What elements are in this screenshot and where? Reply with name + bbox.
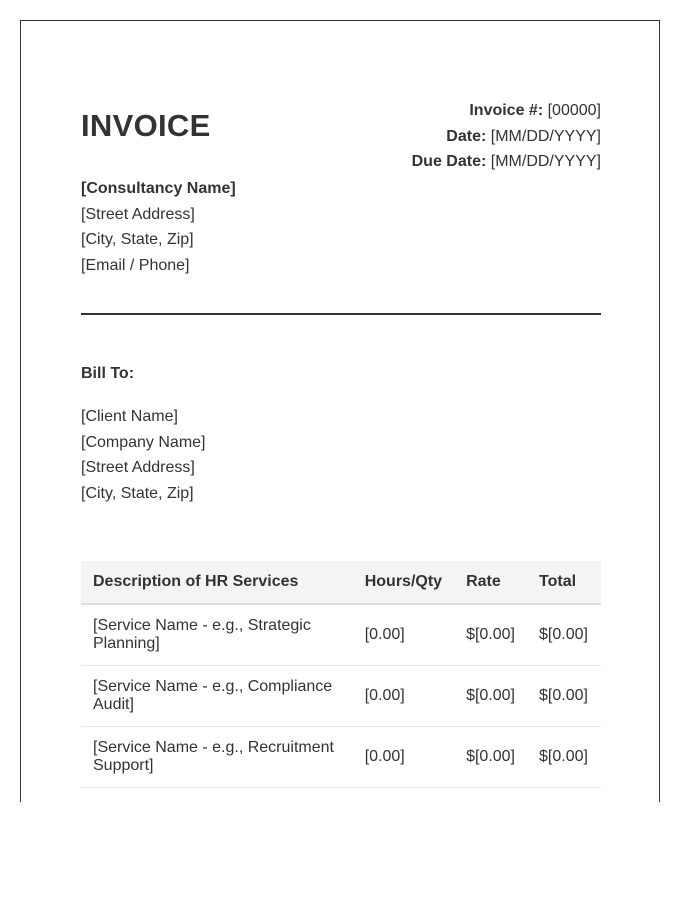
due-date-label: Due Date: (411, 153, 487, 171)
bill-to-label: Bill To: (81, 365, 135, 382)
invoice-number-row (412, 98, 601, 124)
invoice-title: INVOICE (81, 108, 211, 143)
client-city: [City, State, Zip] (81, 484, 194, 502)
service-rate: $[0.00] (454, 666, 527, 727)
invoice-meta (412, 98, 601, 175)
service-hours: [0.00] (353, 666, 454, 727)
table-row (81, 604, 601, 666)
due-date-row (412, 149, 601, 175)
invoice-date-value: [MM/DD/YYYY] (490, 127, 601, 145)
header-rate: Rate (454, 561, 527, 604)
table-row (81, 727, 601, 788)
sender-city: [City, State, Zip] (81, 231, 194, 249)
sender-street: [Street Address] (81, 205, 195, 223)
service-total: $[0.00] (527, 604, 601, 666)
service-total: $[0.00] (527, 666, 601, 727)
sender-block (81, 176, 236, 278)
header-description: Description of HR Services (81, 561, 353, 604)
service-rate: $[0.00] (454, 727, 527, 788)
service-description: [Service Name - e.g., Compliance Audit] (81, 666, 353, 727)
bill-to-block (81, 404, 206, 506)
service-description: [Service Name - e.g., Recruitment Support] (81, 727, 353, 788)
services-table (81, 561, 601, 788)
header-divider (81, 313, 601, 315)
sender-contact: [Email / Phone] (81, 256, 190, 274)
invoice-page (20, 20, 660, 802)
due-date-value: [MM/DD/YYYY] (490, 153, 601, 171)
service-rate: $[0.00] (454, 604, 527, 666)
service-description: [Service Name - e.g., Strategic Planning] (81, 604, 353, 666)
invoice-date-row (412, 124, 601, 150)
invoice-number-label: Invoice #: (469, 102, 544, 119)
invoice-number-value: [00000] (547, 102, 601, 119)
header-total: Total (527, 561, 601, 604)
client-street: [Street Address] (81, 459, 195, 477)
service-hours: [0.00] (353, 604, 454, 666)
consultancy-name: [Consultancy Name] (81, 180, 236, 197)
table-header-row (81, 561, 601, 604)
table-row (81, 666, 601, 727)
company-name: [Company Name] (81, 433, 206, 451)
client-name: [Client Name] (81, 408, 178, 425)
service-hours: [0.00] (353, 727, 454, 788)
service-total: $[0.00] (527, 727, 601, 788)
header-hours: Hours/Qty (353, 561, 454, 604)
invoice-date-label: Date: (446, 127, 487, 145)
